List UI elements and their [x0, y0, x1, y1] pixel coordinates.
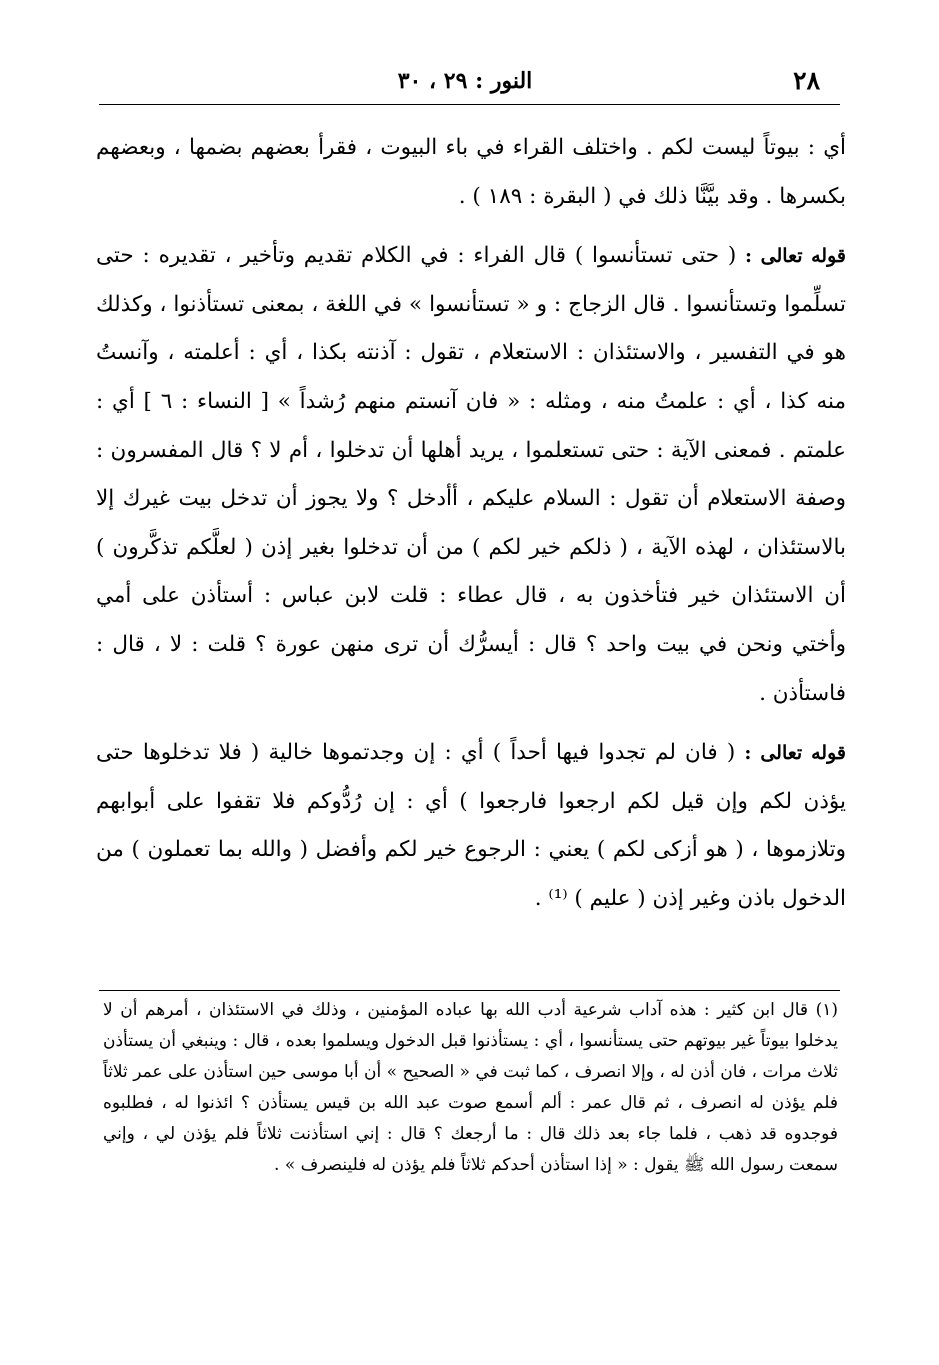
paragraph: [96, 124, 846, 221]
paragraph-text: أي : بيوتاً ليست لكم . واختلف القراء في باء البيوت ، فقرأ بعضهم بضمها ، وبعضهم بكسرها . وقد بيَّنَّا ذلك في ( البقرة : ١٨٩ ) .: [96, 135, 846, 209]
paragraph: [96, 729, 846, 923]
main-text: [96, 124, 846, 935]
running-title: النور : ٢٩ ، ٣٠: [397, 68, 533, 94]
paragraph-text: ( فان لم تجدوا فيها أحداً ) أي : إن وجدتموها خالية ( فلا تدخلوها حتى يؤذن لكم وإن قيل لكم ارجعوا فارجعوا ) أي : إن رُدُّوكم فلا تقفوا على أبوابهم وتلازموها ، ( هو أزكى لكم ) يعني : الرجوع خير لكم وأفضل ( والله بما تعملون ) من الدخول باذن وغير إذن ( عليم ) ⁽¹⁾ .: [96, 740, 846, 911]
page-header: [100, 60, 830, 100]
page-number: ٢٨: [793, 66, 820, 95]
paragraph-lead: قوله تعالى :: [745, 245, 846, 268]
paragraph-text: ( حتى تستأنسوا ) قال الفراء : في الكلام تقديم وتأخير ، تقديره : حتى تسلِّموا وتستأنسوا . قال الزجاج : و « تستأنسوا » في اللغة ، بمعنى تستأذنوا ، وكذلك هو في التفسير ، والاستئذان : الاستعلام ، تقول : آذنته بكذا ، أي : أعلمته ، وآنستُ منه كذا ، أي : علمتُ منه ، ومثله : « فان آنستم منهم رُشداً » [ النساء : ٦ ] أي : علمتم . فمعنى الآية : حتى تستعلموا ، يريد أهلها أن تدخلوا ، أم لا ؟ قال المفسرون : وصفة الاستعلام أن تقول : السلام عليكم ، أأدخل ؟ ولا يجوز أن تدخل بيت غيرك إلا بالاستئذان ، لهذه الآية ، ( ذلكم خير لكم ) من أن تدخلوا بغير إذن ( لعلَّكم تذكَّرون ) أن الاستئذان خير فتأخذون به ، قال عطاء : قلت لابن عباس : أستأذن على أمي وأختي ونحن في بيت واحد ؟ قال : أيسرُّك أن ترى منهن عورة ؟ قلت : لا ، قال : فاستأذن .: [96, 243, 846, 706]
footnote-divider: [99, 990, 840, 991]
paragraph: [96, 232, 846, 718]
footnote: (١) قال ابن كثير : هذه آداب شرعية أدب الله بها عباده المؤمنين ، وذلك في الاستئذان ، أمرهم أن لا يدخلوا بيوتاً غير بيوتهم حتى يستأنسوا ، أي : يستأذنوا قبل الدخول ويسلموا بعده ، قال : وينبغي أن يستأذن ثلاث مرات ، فان أذن له ، وإلا انصرف ، كما ثبت في « الصحيح » أن أبا موسى حين استأذن على عمر ثلاثاً فلم يؤذن له انصرف ، ثم قال عمر : ألم أسمع صوت عبد الله بن قيس يستأذن ؟ ائذنوا له ، فطلبوه فوجدوه قد ذهب ، فلما جاء بعد ذلك قال : ما أرجعك ؟ قال : إني استأذنت ثلاثاً فلم يؤذن لي ، وإني سمعت رسول الله ﷺ يقول : « إذا استأذن أحدكم ثلاثاً فلم يؤذن له فلينصرف » .: [103, 1000, 838, 1175]
footnotes: [103, 995, 838, 1181]
header-divider: [99, 104, 840, 105]
paragraph-lead: قوله تعالى :: [744, 742, 846, 765]
